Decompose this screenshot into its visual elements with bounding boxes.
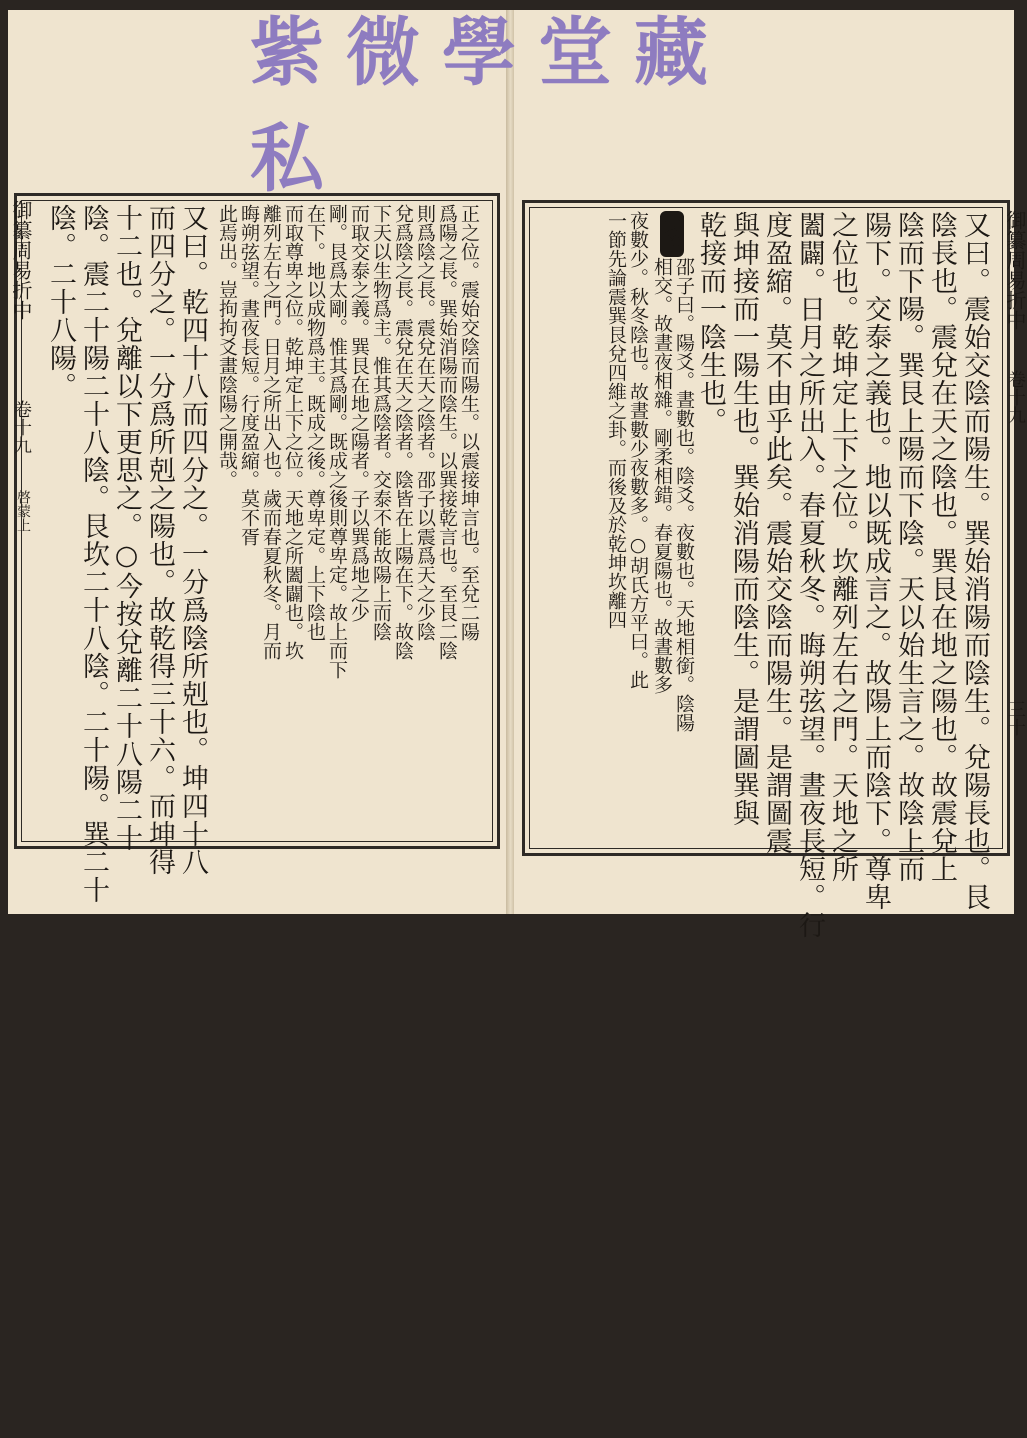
collector-seal xyxy=(250,10,790,202)
right-main-col: 乾接而一陰生也。 xyxy=(695,211,726,435)
left-small-col: 則爲陰之長。震兌在天之陰者。邵子以震爲天之少陰 xyxy=(414,204,436,641)
right-main-col: 與坤接而一陽生也。巽始消陽而陰生。是謂圖巽與 xyxy=(728,211,759,827)
left-small-col: 下天以生物爲主。惟其爲陰者。交泰不能故陽上而陰 xyxy=(370,204,392,641)
right-text-frame xyxy=(522,200,1010,939)
left-annotation-pair-6 xyxy=(215,204,259,838)
left-annotation-pair-3 xyxy=(347,204,391,838)
seal-text: 紫微學堂藏私 xyxy=(250,10,730,202)
left-small-col: 晦朔弦望。晝夜長短。行度盈縮。莫不胥 xyxy=(238,204,260,546)
right-margin-volume: 卷十九 xyxy=(1005,370,1026,424)
left-small-col: 而取尊卑之位。乾坤定上下之位。天地之所闔闢也。坎 xyxy=(282,204,304,660)
right-small-col: 相交。故晝夜相雜。剛柔相錯。春夏陽也。故晝數多 xyxy=(651,257,673,694)
collected-commentary-label: 集說 xyxy=(660,211,684,257)
right-small-col: 邵子曰。陽爻。晝數也。陰爻。夜數也。天地相銜。陰陽 xyxy=(673,257,695,732)
left-main-col: 又曰。乾四十八而四分之。一分爲陰所剋也。坤四十八 xyxy=(177,204,208,876)
right-text-columns xyxy=(551,211,991,939)
right-collected-commentary xyxy=(650,211,694,845)
right-small-col: 一節先論震巽艮兌四維之卦。而後及於乾坤坎離四 xyxy=(605,211,627,629)
left-small-col: 爲陽之長。巽始消陽而陰生。以巽接乾言也。至艮二陰 xyxy=(436,204,458,660)
left-small-col: 離列左右之門。日月之所出入也。歲而春夏秋冬。月而 xyxy=(260,204,282,660)
left-annotation-pair-2 xyxy=(391,204,435,838)
right-annotation-pair-2 xyxy=(604,211,648,845)
left-main-col: 陰。二十八陽。 xyxy=(45,204,76,400)
left-small-col: 兌爲陰之長。震兌在天之陰者。陰皆在上陽在下。故陰 xyxy=(392,204,414,660)
right-main-col: 又曰。震始交陰而陽生。巽始消陽而陰生。兌陽長也。艮 xyxy=(959,211,990,911)
right-main-col: 陰長也。震兌在天之陰也。巽艮在地之陽也。故震兌上 xyxy=(926,211,957,883)
left-text-columns xyxy=(35,204,480,904)
right-main-col: 陰而下陽。巽艮上陽而下陰。天以始生言之。故陰上而 xyxy=(893,211,924,883)
left-margin-section: 啓蒙上 xyxy=(15,490,31,532)
right-margin-title: 御纂周易折中 xyxy=(1003,210,1027,330)
left-small-col: 此焉出。豈拘拘爻畫陰陽之開哉。 xyxy=(216,204,238,489)
right-main-col: 陽下。交泰之義也。地以既成言之。故陽上而陰下。尊卑 xyxy=(860,211,891,911)
left-margin-title: 御纂周易折中 xyxy=(9,200,33,320)
right-main-col: 之位也。乾坤定上下之位。坎離列左右之門。天地之所 xyxy=(827,211,858,883)
right-small-col: 夜數少。秋冬陰也。故晝數少夜數多。○胡氏方平曰。此 xyxy=(627,211,649,689)
right-main-col: 度盈縮。莫不由乎此矣。震始交陰而陽生。是謂圖震 xyxy=(761,211,792,855)
left-margin-volume: 卷十九 xyxy=(11,400,32,454)
left-main-col: 陰。震二十陽二十八陰。艮坎二十八陰。二十陽。巽二十 xyxy=(78,204,109,904)
left-annotation-pair-1 xyxy=(435,204,479,838)
right-margin-page: 三十 xyxy=(1005,700,1026,736)
left-text-frame xyxy=(14,193,500,904)
right-annotation-pair-1 xyxy=(650,257,694,845)
left-annotation-pair-5 xyxy=(259,204,303,838)
left-small-col: 在下。地以成物爲主。既成之後。尊卑定。上下陰也 xyxy=(304,204,326,641)
left-small-col: 正之位。震始交陰而陽生。以震接坤言也。至兌二陽 xyxy=(458,204,480,641)
right-main-col: 闔闢。日月之所出入。春夏秋冬。晦朔弦望。晝夜長短。行 xyxy=(794,211,825,939)
left-annotation-pair-4 xyxy=(303,204,347,838)
left-small-col: 剛。艮爲太剛。惟其爲剛。既成之後則尊卑定。故上而下 xyxy=(326,204,348,679)
left-main-col: 十二也。兌離以下更思之。○今按兌離二十八陽二十 xyxy=(111,204,142,852)
left-small-col: 而取交泰之義。巽艮在地之陽者。子以巽爲地之少 xyxy=(348,204,370,622)
left-main-col: 而四分之。一分爲所剋之陽也。故乾得三十六。而坤得 xyxy=(144,204,175,876)
